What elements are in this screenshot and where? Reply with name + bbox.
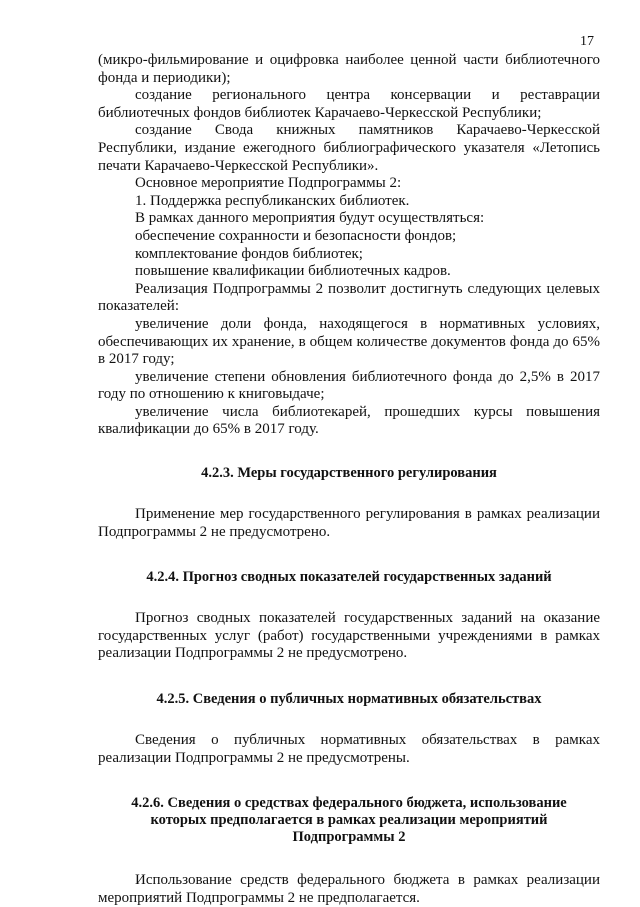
intro-paragraph-11: увеличение доли фонда, находящегося в нормативных условиях, обеспечивающих их хранение, в общем количестве документов фонда до 65% в 2017 году;	[98, 315, 600, 368]
section-heading-4-2-6-line-2: которых предполагается в рамках реализации мероприятий	[150, 812, 548, 829]
intro-paragraph-7: обеспечение сохранности и безопасности фондов;	[135, 227, 457, 244]
intro-paragraph-3: создание Свода книжных памятников Карачаево-Черкесской Республики, издание ежегодного библиографического указателя «Летопись печати Карачаево-Черкесской Республики».	[98, 122, 600, 174]
intro-paragraph-13: увеличение числа библиотекарей, прошедших курсы повышения квалификации до 65% в 2017 году.	[98, 403, 600, 438]
section-heading-4-2-4: 4.2.4. Прогноз сводных показателей государственных заданий	[146, 569, 552, 586]
intro-paragraph-10: Реализация Подпрограммы 2 позволит достигнуть следующих целевых показателей:	[98, 280, 600, 315]
section-heading-4-2-6-line-3: Подпрограммы 2	[292, 829, 406, 846]
intro-paragraph-2: создание регионального центра консервации и реставрации библиотечных фондов библиотек Карачаево-Черкесской Республики;	[98, 87, 600, 121]
intro-paragraph-5: 1. Поддержка республиканских библиотек.	[135, 192, 410, 209]
section-heading-4-2-5: 4.2.5. Сведения о публичных нормативных обязательствах	[156, 691, 542, 708]
intro-paragraph-12: увеличение степени обновления библиотечного фонда до 2,5% в 2017 году по отношению к книговыдаче;	[98, 368, 600, 403]
document-body	[98, 52, 600, 907]
section-text-4-2-3: Применение мер государственного регулирования в рамках реализации Подпрограммы 2 не предусмотрено.	[98, 506, 600, 540]
intro-paragraph-6: В рамках данного мероприятия будут осуществляться:	[135, 210, 485, 227]
section-heading-4-2-6-line-1: 4.2.6. Сведения о средствах федерального бюджета, использование	[131, 795, 567, 812]
section-heading-4-2-6	[98, 795, 600, 846]
intro-paragraph-8: комплектование фондов библиотек;	[135, 245, 363, 262]
intro-paragraph-9: повышение квалификации библиотечных кадров.	[135, 263, 451, 280]
section-heading-4-2-3: 4.2.3. Меры государственного регулирования	[201, 465, 497, 482]
section-text-4-2-4: Прогноз сводных показателей государственных заданий на оказание государственных услуг (работ) государственными учреждениями в рамках реализации Подпрограммы 2 не предусмотрено.	[98, 610, 600, 662]
page-number: 17	[580, 34, 594, 49]
intro-paragraph-4: Основное мероприятие Подпрограммы 2:	[135, 175, 402, 192]
section-text-4-2-5: Сведения о публичных нормативных обязательствах в рамках реализации Подпрограммы 2 не предусмотрены.	[98, 732, 600, 766]
section-text-4-2-6: Использование средств федерального бюджета в рамках реализации мероприятий Подпрограммы 2 не предполагается.	[98, 872, 600, 906]
intro-paragraph-1: (микро-фильмирование и оцифровка наиболее ценной части библиотечного фонда и периодики);	[98, 52, 600, 86]
